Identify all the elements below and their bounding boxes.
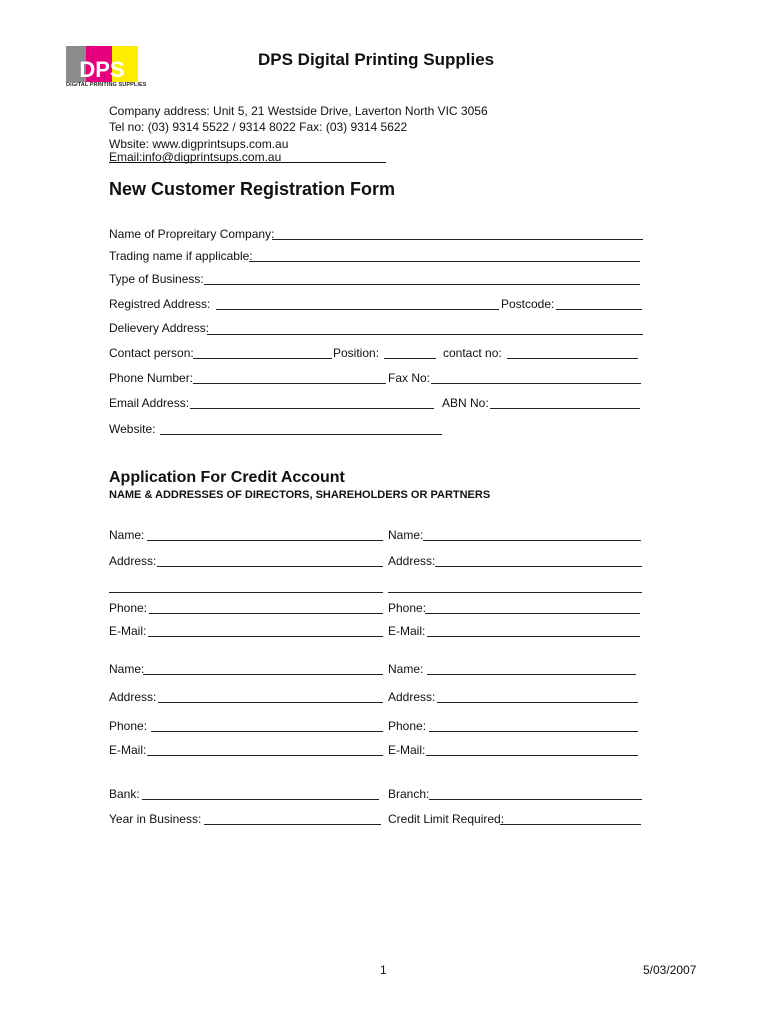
- director2-address-field[interactable]: [435, 566, 642, 567]
- director1-name-label: Name:: [109, 528, 145, 542]
- director2-name-field[interactable]: [423, 540, 641, 541]
- fax-no-field[interactable]: [431, 383, 641, 384]
- director4-email-label: E-Mail:: [388, 743, 426, 757]
- business-type-label: Type of Business:: [109, 272, 204, 286]
- director2-name-label: Name:: [388, 528, 424, 542]
- contact-person-field[interactable]: [193, 358, 332, 359]
- director2-email-field[interactable]: [427, 636, 640, 637]
- company-email: Email:info@digprintsups.com.au: [109, 150, 282, 164]
- director3-email-label: E-Mail:: [109, 743, 147, 757]
- proprietary-company-field[interactable]: [272, 239, 643, 240]
- director3-name-field[interactable]: [143, 674, 383, 675]
- company-phones: Tel no: (03) 9314 5522 / 9314 8022 Fax: (03) 9314 5622: [109, 120, 408, 134]
- abn-no-label: ABN No:: [442, 396, 489, 410]
- year-in-business-label: Year in Business:: [109, 812, 202, 826]
- document-date: 5/03/2007: [643, 963, 697, 977]
- director1-address-field[interactable]: [157, 566, 383, 567]
- registered-address-label: Registred Address:: [109, 297, 211, 311]
- branch-field[interactable]: [429, 799, 642, 800]
- bank-field[interactable]: [142, 799, 379, 800]
- credit-subtitle: NAME & ADDRESSES OF DIRECTORS, SHAREHOLDERS OR PARTNERS: [109, 489, 491, 501]
- position-label: Position:: [333, 346, 380, 360]
- page-number: 1: [380, 963, 387, 977]
- logo-letters: DPS: [79, 57, 125, 82]
- director2-phone-field[interactable]: [425, 613, 640, 614]
- email-address-field[interactable]: [190, 408, 434, 409]
- credit-limit-field[interactable]: [500, 824, 641, 825]
- year-in-business-field[interactable]: [204, 824, 381, 825]
- bank-label: Bank:: [109, 787, 140, 801]
- director2-email-label: E-Mail:: [388, 624, 426, 638]
- delivery-address-field[interactable]: [207, 334, 643, 335]
- director2-phone-label: Phone:: [388, 601, 427, 615]
- director4-email-field[interactable]: [426, 755, 638, 756]
- delivery-address-label: Delievery Address:: [109, 321, 210, 335]
- proprietary-company-label: Name of Propreitary Company:: [109, 227, 275, 241]
- business-type-field[interactable]: [204, 284, 640, 285]
- form-title: New Customer Registration Form: [109, 179, 396, 199]
- director1-email-label: E-Mail:: [109, 624, 147, 638]
- phone-number-field[interactable]: [193, 383, 386, 384]
- credit-limit-label: Credit Limit Required:: [388, 812, 505, 826]
- director2-address-line2[interactable]: [388, 592, 642, 593]
- website-label: Website:: [109, 422, 156, 436]
- fax-no-label: Fax No:: [388, 371, 431, 385]
- director4-name-field[interactable]: [427, 674, 636, 675]
- logo-subtext: DIGITAL PRINTING SUPPLIES: [66, 82, 147, 88]
- director1-email-field[interactable]: [148, 636, 383, 637]
- position-field[interactable]: [384, 358, 436, 359]
- director3-address-label: Address:: [109, 690, 157, 704]
- company-name: DPS Digital Printing Supplies: [258, 50, 495, 69]
- director3-name-label: Name:: [109, 662, 145, 676]
- registered-address-field[interactable]: [216, 309, 499, 310]
- director1-name-field[interactable]: [147, 540, 383, 541]
- contact-no-label: contact no:: [443, 346, 502, 360]
- director3-phone-field[interactable]: [151, 731, 383, 732]
- director1-phone-field[interactable]: [149, 613, 383, 614]
- director4-name-label: Name:: [388, 662, 424, 676]
- phone-number-label: Phone Number:: [109, 371, 194, 385]
- email-address-label: Email Address:: [109, 396, 190, 410]
- director1-address-label: Address:: [109, 554, 157, 568]
- director2-address-label: Address:: [388, 554, 436, 568]
- director4-address-field[interactable]: [437, 702, 638, 703]
- website-field[interactable]: [160, 434, 442, 435]
- trading-name-label: Trading name if applicable:: [109, 249, 253, 263]
- email-underline: [109, 162, 386, 163]
- company-address: Company address: Unit 5, 21 Westside Drive, Laverton North VIC 3056: [109, 104, 488, 118]
- contact-person-label: Contact person:: [109, 346, 194, 360]
- trading-name-field[interactable]: [249, 261, 640, 262]
- director3-phone-label: Phone:: [109, 719, 148, 733]
- director3-email-field[interactable]: [147, 755, 383, 756]
- dps-logo: [66, 46, 138, 86]
- director4-address-label: Address:: [388, 690, 436, 704]
- postcode-label: Postcode:: [501, 297, 555, 311]
- branch-label: Branch:: [388, 787, 430, 801]
- director4-phone-label: Phone:: [388, 719, 427, 733]
- director1-phone-label: Phone:: [109, 601, 148, 615]
- company-website: Wbsite: www.digprintsups.com.au: [109, 137, 289, 151]
- director4-phone-field[interactable]: [429, 731, 638, 732]
- abn-no-field[interactable]: [490, 408, 640, 409]
- director3-address-field[interactable]: [158, 702, 383, 703]
- contact-no-field[interactable]: [507, 358, 638, 359]
- postcode-field[interactable]: [556, 309, 642, 310]
- director1-address-line2[interactable]: [109, 592, 383, 593]
- credit-title: Application For Credit Account: [109, 469, 345, 486]
